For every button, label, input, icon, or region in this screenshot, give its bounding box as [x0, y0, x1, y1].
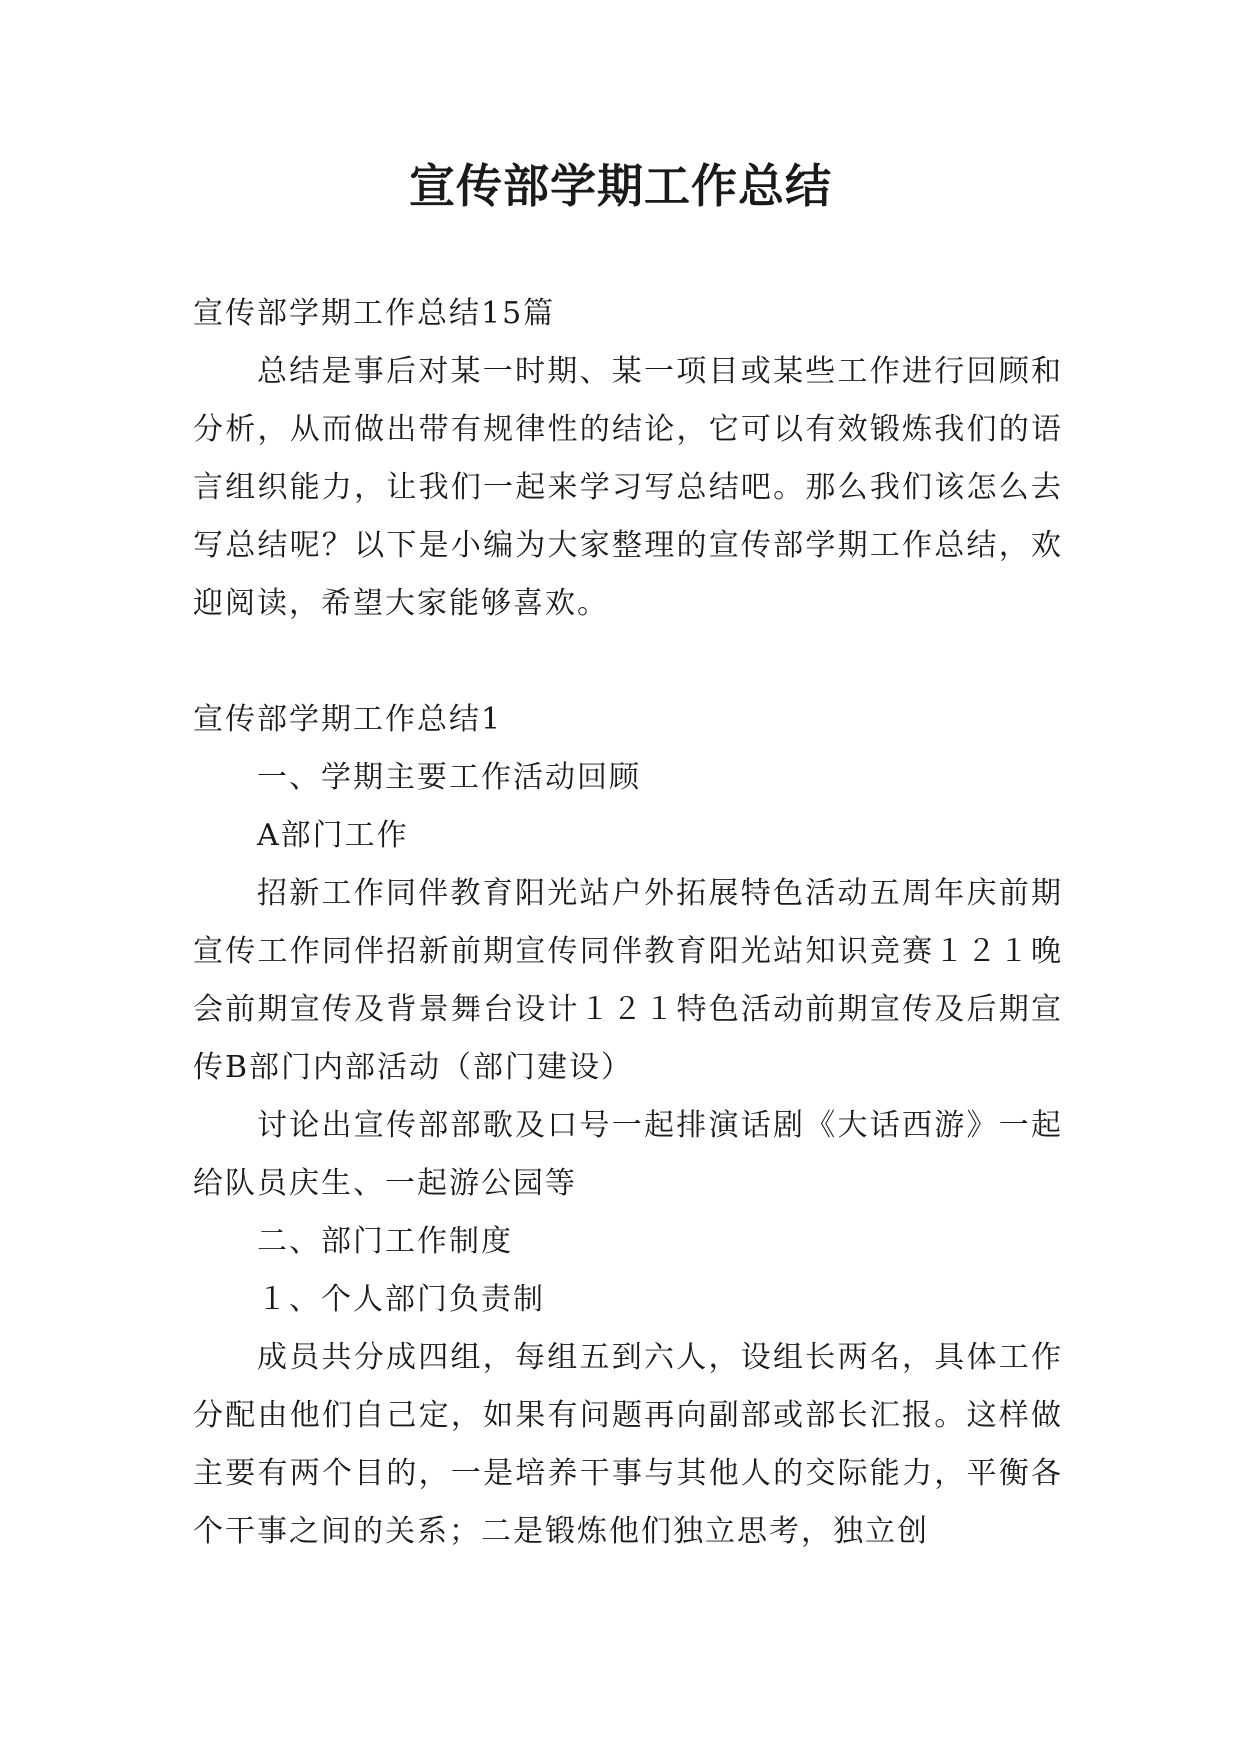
item1-body-paragraph: 成员共分成四组，每组五到六人，设组长两名，具体工作分配由他们自己定，如果有问题再向副部或部长汇报。这样做主要有两个目的，一是培养干事与其他人的交际能力，平衡各个干事之间的关系；二是锻炼他们独立思考，独立创: [193, 1340, 1063, 1549]
part1-heading: 一、学期主要工作活动回顾: [257, 760, 641, 795]
part2-heading: 二、部门工作制度: [257, 1224, 513, 1259]
a-body-paragraph: 招新工作同伴教育阳光站户外拓展特色活动五周年庆前期宣传工作同伴招新前期宣传同伴教育阳光站知识竞赛１２１晚会前期宣传及背景舞台设计１２１特色活动前期宣传及后期宣传B部门内部活动（部门建设）: [193, 876, 1063, 1085]
a-heading: A部门工作: [257, 818, 409, 853]
intro-paragraph: 总结是事后对某一时期、某一项目或某些工作进行回顾和分析，从而做出带有规律性的结论，它可以有效锻炼我们的语言组织能力，让我们一起来学习写总结吧。那么我们该怎么去写总结呢？以下是小编为大家整理的宣传部学期工作总结，欢迎阅读，希望大家能够喜欢。: [193, 354, 1063, 621]
item1-heading: １、个人部门负责制: [257, 1282, 545, 1317]
paragraph-gap: [193, 633, 1063, 691]
document-body: [193, 285, 1063, 1561]
b-body-paragraph: 讨论出宣传部部歌及口号一起排演话剧《大话西游》一起给队员庆生、一起游公园等: [193, 1108, 1063, 1201]
document-title: 宣传部学期工作总结: [409, 159, 832, 213]
document-subtitle: 宣传部学期工作总结15篇: [193, 296, 556, 331]
section-title: 宣传部学期工作总结1: [193, 702, 503, 737]
